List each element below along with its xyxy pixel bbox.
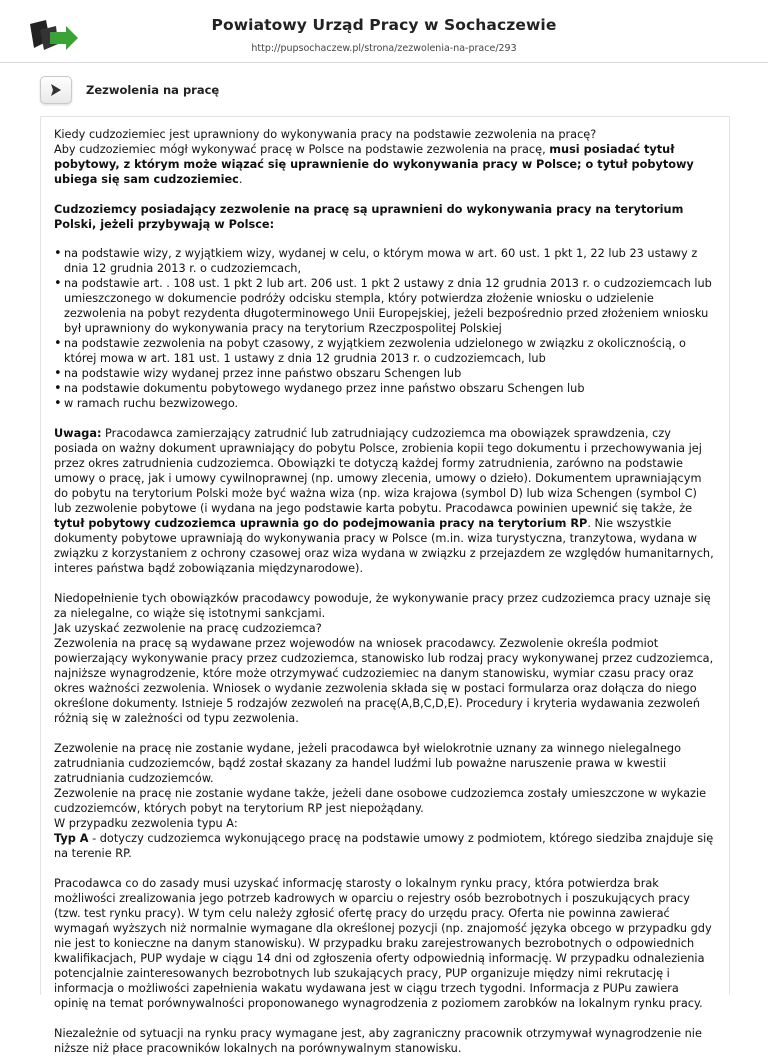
uwaga-bold: tytuł pobytowy cudzoziemca uprawnia go do podejmowania pracy na terytorium RP: [54, 517, 588, 530]
title-bar: [0, 75, 768, 115]
type-a-label: Typ A: [54, 832, 89, 845]
refusal-paragraph: [54, 741, 715, 861]
entitled-heading-text: Cudzoziemcy posiadający zezwolenie na pracę są uprawnieni do wykonywania pracy na terytorium Polski, jeżeli przybywają w Polsce:: [54, 203, 684, 231]
list-item: • na podstawie art. . 108 ust. 1 pkt 2 lub art. 206 ust. 1 pkt 2 ustawy z dnia 12 grudnia 2013 r. o cudzoziemcach lub umieszczonego w dokumencie podróży odcisku stempla, który potwierdza złożenie wniosku o udzielenie zezwolenia na pobyt rezydenta długoterminowego Unii Europejskiej, jeżeli bezpośrednio przed złożeniem wniosku był uprawniony do wykonywania pracy na terytorium Rzeczpospolitej Polskiej: [63, 276, 715, 336]
sanctions-paragraph: [54, 591, 715, 726]
page-title: Zezwolenia na pracę: [86, 83, 220, 97]
uwaga-text-1: Pracodawca zamierzający zatrudnić lub zatrudniający cudzoziemca ma obowiązek sprawdzenia, czy posiada on ważny dokument uprawniający do pobytu Polsce, zrobienia kopii tego dokumentu i przechowywania jej przez okres zatrudnienia cudzoziemca. Obowiązki te dotyczą każdej formy zatrudnienia, zarówno na podstawie umowy o pracę, jak i umowy cywilnoprawnej (np. umowy zlecenia, umowy o dzieło). Dokumentem uprawniającym do pobytu na terytorium Polski może być ważna wiza (np. wiza krajowa (symbol D) lub wiza Schengen (symbol C) lub zezwolenie pobytowe (i wydana na jego podstawie karta pobytu. Pracodawca powinien upewnić się także, że: [54, 427, 702, 515]
entitled-list: [54, 246, 715, 411]
intro-question: Kiedy cudzoziemiec jest uprawniony do wykonywania pracy na podstawie zezwolenia na pracę?: [54, 128, 597, 141]
type-a-text: - dotyczy cudzoziemca wykonującego pracę na podstawie umowy z podmiotem, którego siedziba znajduje się na terenie RP.: [54, 832, 714, 860]
sanctions-line-3: Zezwolenia na pracę są wydawane przez wojewodów na wniosek pracodawcy. Zezwolenie określa podmiot powierzający wykonywanie pracy przez cudzoziemca, stanowisko lub rodzaj pracy wykonywanej przez cudzoziemca, najniższe wynagrodzenie, które może otrzymywać cudzoziemiec na danym stanowisku, wymiar czasu pracy oraz okres ważności zezwolenia. Wniosek o wydanie zezwolenia składa się w postaci formularza oraz dołącza do niego określone dokumenty. Istnieje 5 rodzajów zezwoleń na pracę(A,B,C,D,E). Procedury i kryteria wydawania zezwoleń różnią się w zależności od typu zezwolenia.: [54, 637, 714, 725]
uwaga-text-2: . Nie wszystkie dokumenty pobytowe uprawniają do wykonywania pracy w Polsce (m.in. wiza turystyczna, tranzytowa, wydana w związku z korzystaniem z ochrony czasowej oraz wiza wydana w związku z przejazdem ze względów humanitarnych, interes państwa bądź zobowiązania międzynarodowe).: [54, 517, 714, 575]
article-content: [40, 116, 730, 1055]
site-header: [0, 0, 768, 63]
site-title: Powiatowy Urząd Pracy w Sochaczewie: [211, 16, 557, 34]
list-item: • na podstawie wizy, z wyjątkiem wizy, wydanej w celu, o którym mowa w art. 60 ust. 1 pkt 1, 22 lub 23 ustawy z dnia 12 grudnia 2013 r. o cudzoziemcach,: [63, 246, 715, 276]
sanctions-line-2: Jak uzyskać zezwolenie na pracę cudzoziemca?: [54, 622, 322, 635]
list-item: • w ramach ruchu bezwizowego.: [63, 396, 715, 411]
uwaga-paragraph: [54, 426, 715, 576]
intro-answer: Aby cudzoziemiec mógł wykonywać pracę w Polsce na podstawie zezwolenia na pracę,: [54, 143, 550, 156]
uwaga-label: Uwaga:: [54, 427, 102, 440]
entitled-heading: [54, 202, 715, 232]
refusal-line-1: Zezwolenie na pracę nie zostanie wydane, jeżeli pracodawca był wielokrotnie uznany za winnego nielegalnego zatrudniania cudzoziemców, bądź został skazany za handel ludźmi lub poważne naruszenie prawa w kwestii zatrudniania cudzoziemców.: [54, 742, 681, 785]
wage-paragraph: Niezależnie od sytuacji na rynku pracy wymagane jest, aby zagraniczny pracownik otrzymywał wynagrodzenie nie niższe niż płace pracowników lokalnych na porównywalnym stanowisku.: [54, 1027, 702, 1055]
nav-arrow-button[interactable]: [40, 76, 72, 104]
market-paragraph: Pracodawca co do zasady musi uzyskać informację starosty o lokalnym rynku pracy, która potwierdza brak możliwości zrealizowania jego potrzeb kadrowych w oparciu o rejestry osób bezrobotnych i poszukujących pracy (tzw. test rynku pracy). W tym celu należy zgłosić ofertę pracy do urzędu pracy. Oferta nie powinna zawierać wymagań wyższych niż normalnie wymagane dla określonej pozycji (np. znajomość języka obcego w przypadku gdy nie jest to konieczne na danym stanowisku). W przypadku braku zarejestrowanych bezrobotnych o odpowiednich kwalifikacjach, PUP wydaje w ciągu 14 dni od zgłoszenia oferty odpowiednią informację. W przypadku odnalezienia potencjalnie zainteresowanych bezrobotnych lub szukających pracy, PUP organizuje między nimi rekrutację i informacja o możliwości zapełnienia wakatu wydawana jest w ciągu trzech tygodni. Informacja z PUPu zawiera opinię na temat porównywalności proponowanego wynagrodzenia z poziomem zarobków na lokalnym rynku pracy.: [54, 877, 712, 1010]
refusal-line-2: Zezwolenie na pracę nie zostanie wydane także, jeżeli dane osobowe cudzoziemca zostały umieszczone w wykazie cudzoziemców, których pobyt na terytorium RP jest niepożądany.: [54, 787, 707, 815]
intro-answer-bold: musi posiadać tytuł pobytowy, z którym może wiązać się uprawnienie do wykonywania pracy w Polsce; o tytuł pobytowy ubiega się sam cudzoziemiec: [54, 143, 694, 186]
refusal-line-3: W przypadku zezwolenia typu A:: [54, 817, 238, 830]
intro-answer-end: .: [238, 173, 243, 186]
page-url: http://pupsochaczew.pl/strona/zezwolenia-na-prace/293: [251, 43, 517, 54]
list-item: • na podstawie wizy wydanej przez inne państwo obszaru Schengen lub: [63, 366, 715, 381]
list-item: • na podstawie dokumentu pobytowego wydanego przez inne państwo obszaru Schengen lub: [63, 381, 715, 396]
sanctions-line-1: Niedopełnienie tych obowiązków pracodawcy powoduje, że wykonywanie pracy przez cudzoziemca pracy uznaje się za nielegalne, co wiąże się istotnymi sankcjami.: [54, 592, 711, 620]
list-item: • na podstawie zezwolenia na pobyt czasowy, z wyjątkiem zezwolenia udzielonego w związku z okolicznością, o której mowa w art. 181 ust. 1 ustawy z dnia 12 grudnia 2013 r. o cudzoziemcach, lub: [63, 336, 715, 366]
intro-paragraph: [54, 127, 715, 187]
